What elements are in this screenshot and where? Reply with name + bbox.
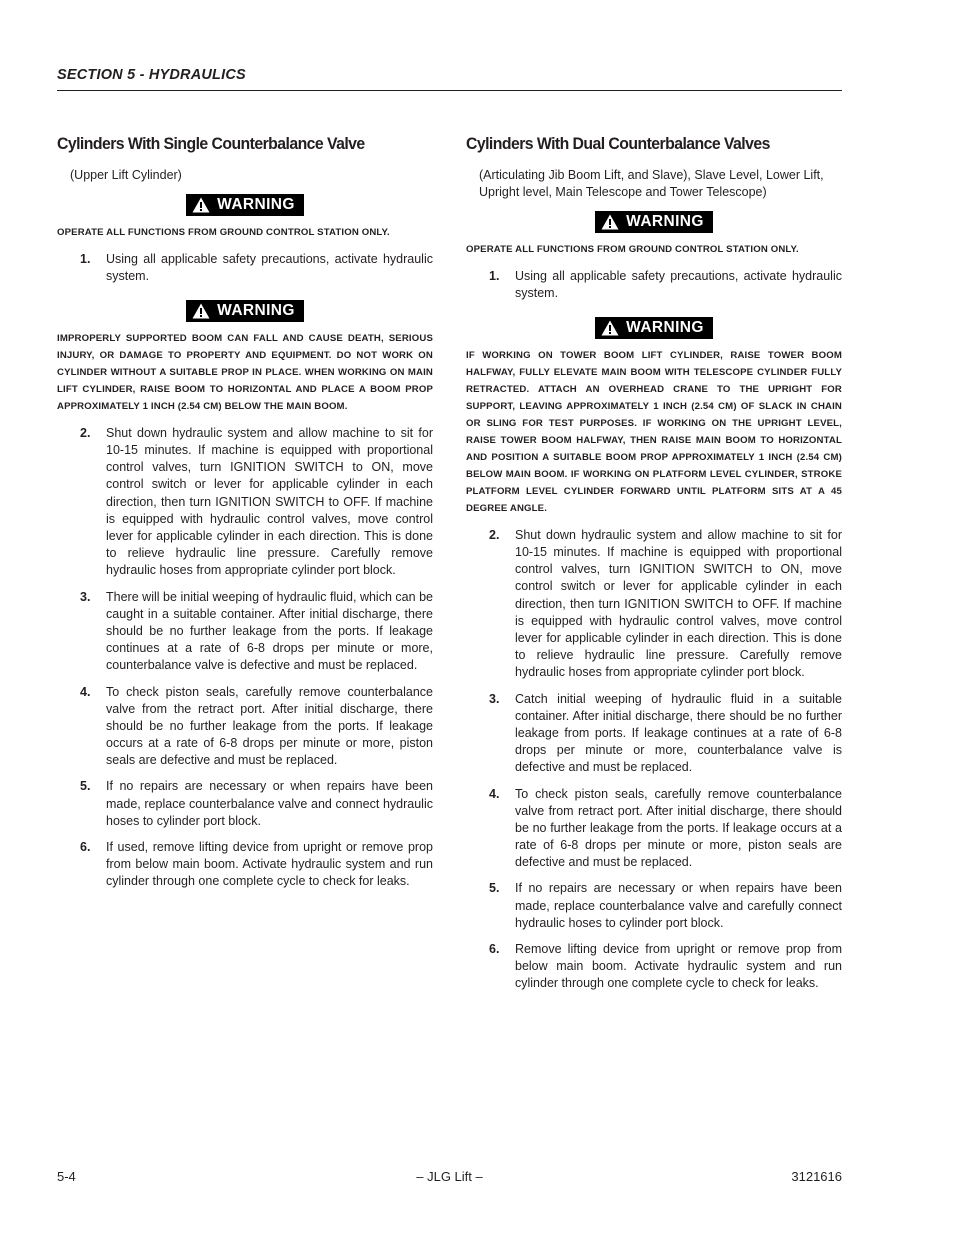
page-header [57, 66, 842, 91]
step-item [57, 589, 433, 674]
warning-label: WARNING [217, 196, 295, 213]
step-text: Using all applicable safety precautions, activate hydraulic system. [106, 252, 433, 284]
warning-banner [57, 300, 433, 324]
step-number: 2. [80, 426, 91, 441]
step-text: If no repairs are necessary or when repairs have been made, replace counterbalance valve and carefully connect hydraulic hoses to cylinder port block. [515, 881, 842, 930]
section-subtitle: (Articulating Jib Boom Lift, and Slave), Slave Level, Lower Lift, Upright level, Main Telescope and Tower Telescope) [479, 168, 824, 199]
step-item [466, 527, 842, 681]
step-list [466, 527, 842, 992]
warning-badge [186, 194, 304, 216]
step-text: Catch initial weeping of hydraulic fluid in a suitable container. After initial discharge, there should be no further leakage from ports. If leakage continues at a rate of 6-8 drops per minute or more, counterbalance valve is defective and must be replaced. [515, 691, 842, 774]
step-text: Shut down hydraulic system and allow machine to sit for 10-15 minutes. If machine is equipped with proportional control valves, turn IGNITION SWITCH to ON, move control switch or lever for applicable cylinder in each direction, then turn IGNITION SWITCH to OFF. If machine is equipped with hydraulic control valves, move control lever for applicable cylinder in each direction. This is done to relieve hydraulic line pressure. Carefully remove hydraulic hoses from appropriate cylinder port block. [515, 528, 842, 679]
warning-triangle-icon [192, 303, 210, 319]
step-item [466, 941, 842, 992]
page-number: 5-4 [57, 1169, 76, 1184]
step-number: 6. [489, 942, 500, 957]
step-number: 6. [80, 840, 91, 855]
left-column [57, 134, 433, 900]
warning-triangle-icon [601, 214, 619, 230]
step-number: 1. [489, 269, 500, 283]
warning-badge [186, 300, 304, 322]
step-text: Shut down hydraulic system and allow machine to sit for 10-15 minutes. If machine is equipped with proportional control valves, turn IGNITION SWITCH to ON, move control switch or lever for applicable cylinder in each direction, then turn IGNITION SWITCH to OFF. If machine is equipped with hydraulic control valves, move control lever for applicable cylinder in each direction. This is done to relieve hydraulic line pressure. Carefully remove hydraulic hoses from appropriate cylinder port block. [106, 426, 433, 577]
step-number: 4. [489, 786, 500, 801]
warning-label: WARNING [217, 302, 295, 320]
step-item [466, 786, 842, 871]
warning-triangle-icon [601, 320, 619, 336]
step-number: 5. [489, 881, 500, 896]
step-item [466, 691, 842, 776]
warning-banner [466, 317, 842, 341]
footer-brand: – JLG Lift – [416, 1169, 483, 1184]
document-number: 3121616 [791, 1169, 842, 1184]
step-list [466, 268, 842, 302]
step-item [57, 425, 433, 579]
step-list [57, 251, 433, 285]
step-text: If used, remove lifting device from upright or remove prop from below main boom. Activate hydraulic system and run cylinder through one complete cycle to check for leaks. [106, 840, 433, 889]
step-text: To check piston seals, carefully remove counterbalance valve from retract port. After initial discharge, there should be no further leakage from the ports. If leakage occurs at a rate of 6-8 drops per minute or more, piston seals are defective and must be replaced. [515, 786, 842, 869]
warning-text: OPERATE ALL FUNCTIONS FROM GROUND CONTROL STATION ONLY. [57, 227, 390, 238]
warning-banner [57, 194, 433, 218]
step-text: If no repairs are necessary or when repairs have been made, replace counterbalance valve and connect hydraulic hoses to cylinder port block. [106, 779, 433, 828]
step-item [57, 251, 433, 285]
step-item [466, 268, 842, 302]
step-text: There will be initial weeping of hydraulic fluid, which can be caught in a suitable container. After initial discharge, there should be no further leakage from the ports. If leakage continues at a rate of 6-8 drops per minute or more, counterbalance valve is defective and must be replaced. [106, 589, 433, 672]
step-number: 1. [80, 252, 91, 266]
warning-badge [595, 211, 713, 233]
step-number: 3. [489, 691, 500, 706]
warning-banner [466, 211, 842, 235]
warning-triangle-icon [192, 197, 210, 213]
warning-label: WARNING [626, 213, 704, 230]
warning-text: OPERATE ALL FUNCTIONS FROM GROUND CONTROL STATION ONLY. [466, 244, 799, 255]
section-title: SECTION 5 - HYDRAULICS [57, 67, 246, 83]
right-column [466, 134, 842, 1002]
warning-badge [595, 317, 713, 339]
step-number: 5. [80, 779, 91, 794]
section-subtitle: (Upper Lift Cylinder) [70, 168, 182, 182]
step-item [57, 778, 433, 829]
step-text: Using all applicable safety precautions, activate hydraulic system. [515, 269, 842, 301]
step-list [57, 425, 433, 890]
warning-label: WARNING [626, 319, 704, 337]
step-item [57, 839, 433, 890]
step-item [466, 880, 842, 931]
step-text: Remove lifting device from upright or remove prop from below main boom. Activate hydraulic system and run cylinder through one complete cycle to check for leaks. [515, 942, 842, 991]
step-text: To check piston seals, carefully remove counterbalance valve from the retract port. After initial discharge, there should be no further leakage from the ports. If leakage occurs at a rate of 6-8 drops per minute or more, piston seals are defective and must be replaced. [106, 684, 433, 767]
section-heading-single: Cylinders With Single Counterbalance Valve [57, 134, 365, 153]
step-item [57, 684, 433, 769]
step-number: 2. [489, 528, 500, 543]
section-heading-dual: Cylinders With Dual Counterbalance Valves [466, 134, 770, 153]
warning-text: IF WORKING ON TOWER BOOM LIFT CYLINDER, RAISE TOWER BOOM HALFWAY, FULLY ELEVATE MAIN BOOM WITH TELESCOPE CYLINDER FULLY RETRACTED. ATTACH AN OVERHEAD CRANE TO THE UPRIGHT FOR SUPPORT, LEAVING APPROXIMATELY 1 INCH (2.54 CM) OF SLACK IN CHAIN OR SLING FOR TEST PURPOSES. IF WORKING ON THE UPRIGHT LEVEL, RAISE TOWER BOOM HALFWAY, THEN RAISE MAIN BOOM TO HORIZONTAL AND POSITION A SUITABLE BOOM PROP APPROXIMATELY 1 INCH (2.54 CM) BELOW MAIN BOOM. IF WORKING ON PLATFORM LEVEL CYLINDER, STROKE PLATFORM LEVEL CYLINDER FORWARD UNTIL PLATFORM SITS AT A 45 DEGREE ANGLE. [466, 350, 842, 515]
step-number: 3. [80, 589, 91, 604]
warning-text: IMPROPERLY SUPPORTED BOOM CAN FALL AND CAUSE DEATH, SERIOUS INJURY, OR DAMAGE TO PROPERTY AND EQUIPMENT. DO NOT WORK ON CYLINDER WITHOUT A SUITABLE PROP IN PLACE. WHEN WORKING ON MAIN LIFT CYLINDER, RAISE BOOM TO HORIZONTAL AND PLACE A BOOM PROP APPROXIMATELY 1 INCH (2.54 CM) BELOW THE MAIN BOOM. [57, 333, 433, 413]
step-number: 4. [80, 684, 91, 699]
